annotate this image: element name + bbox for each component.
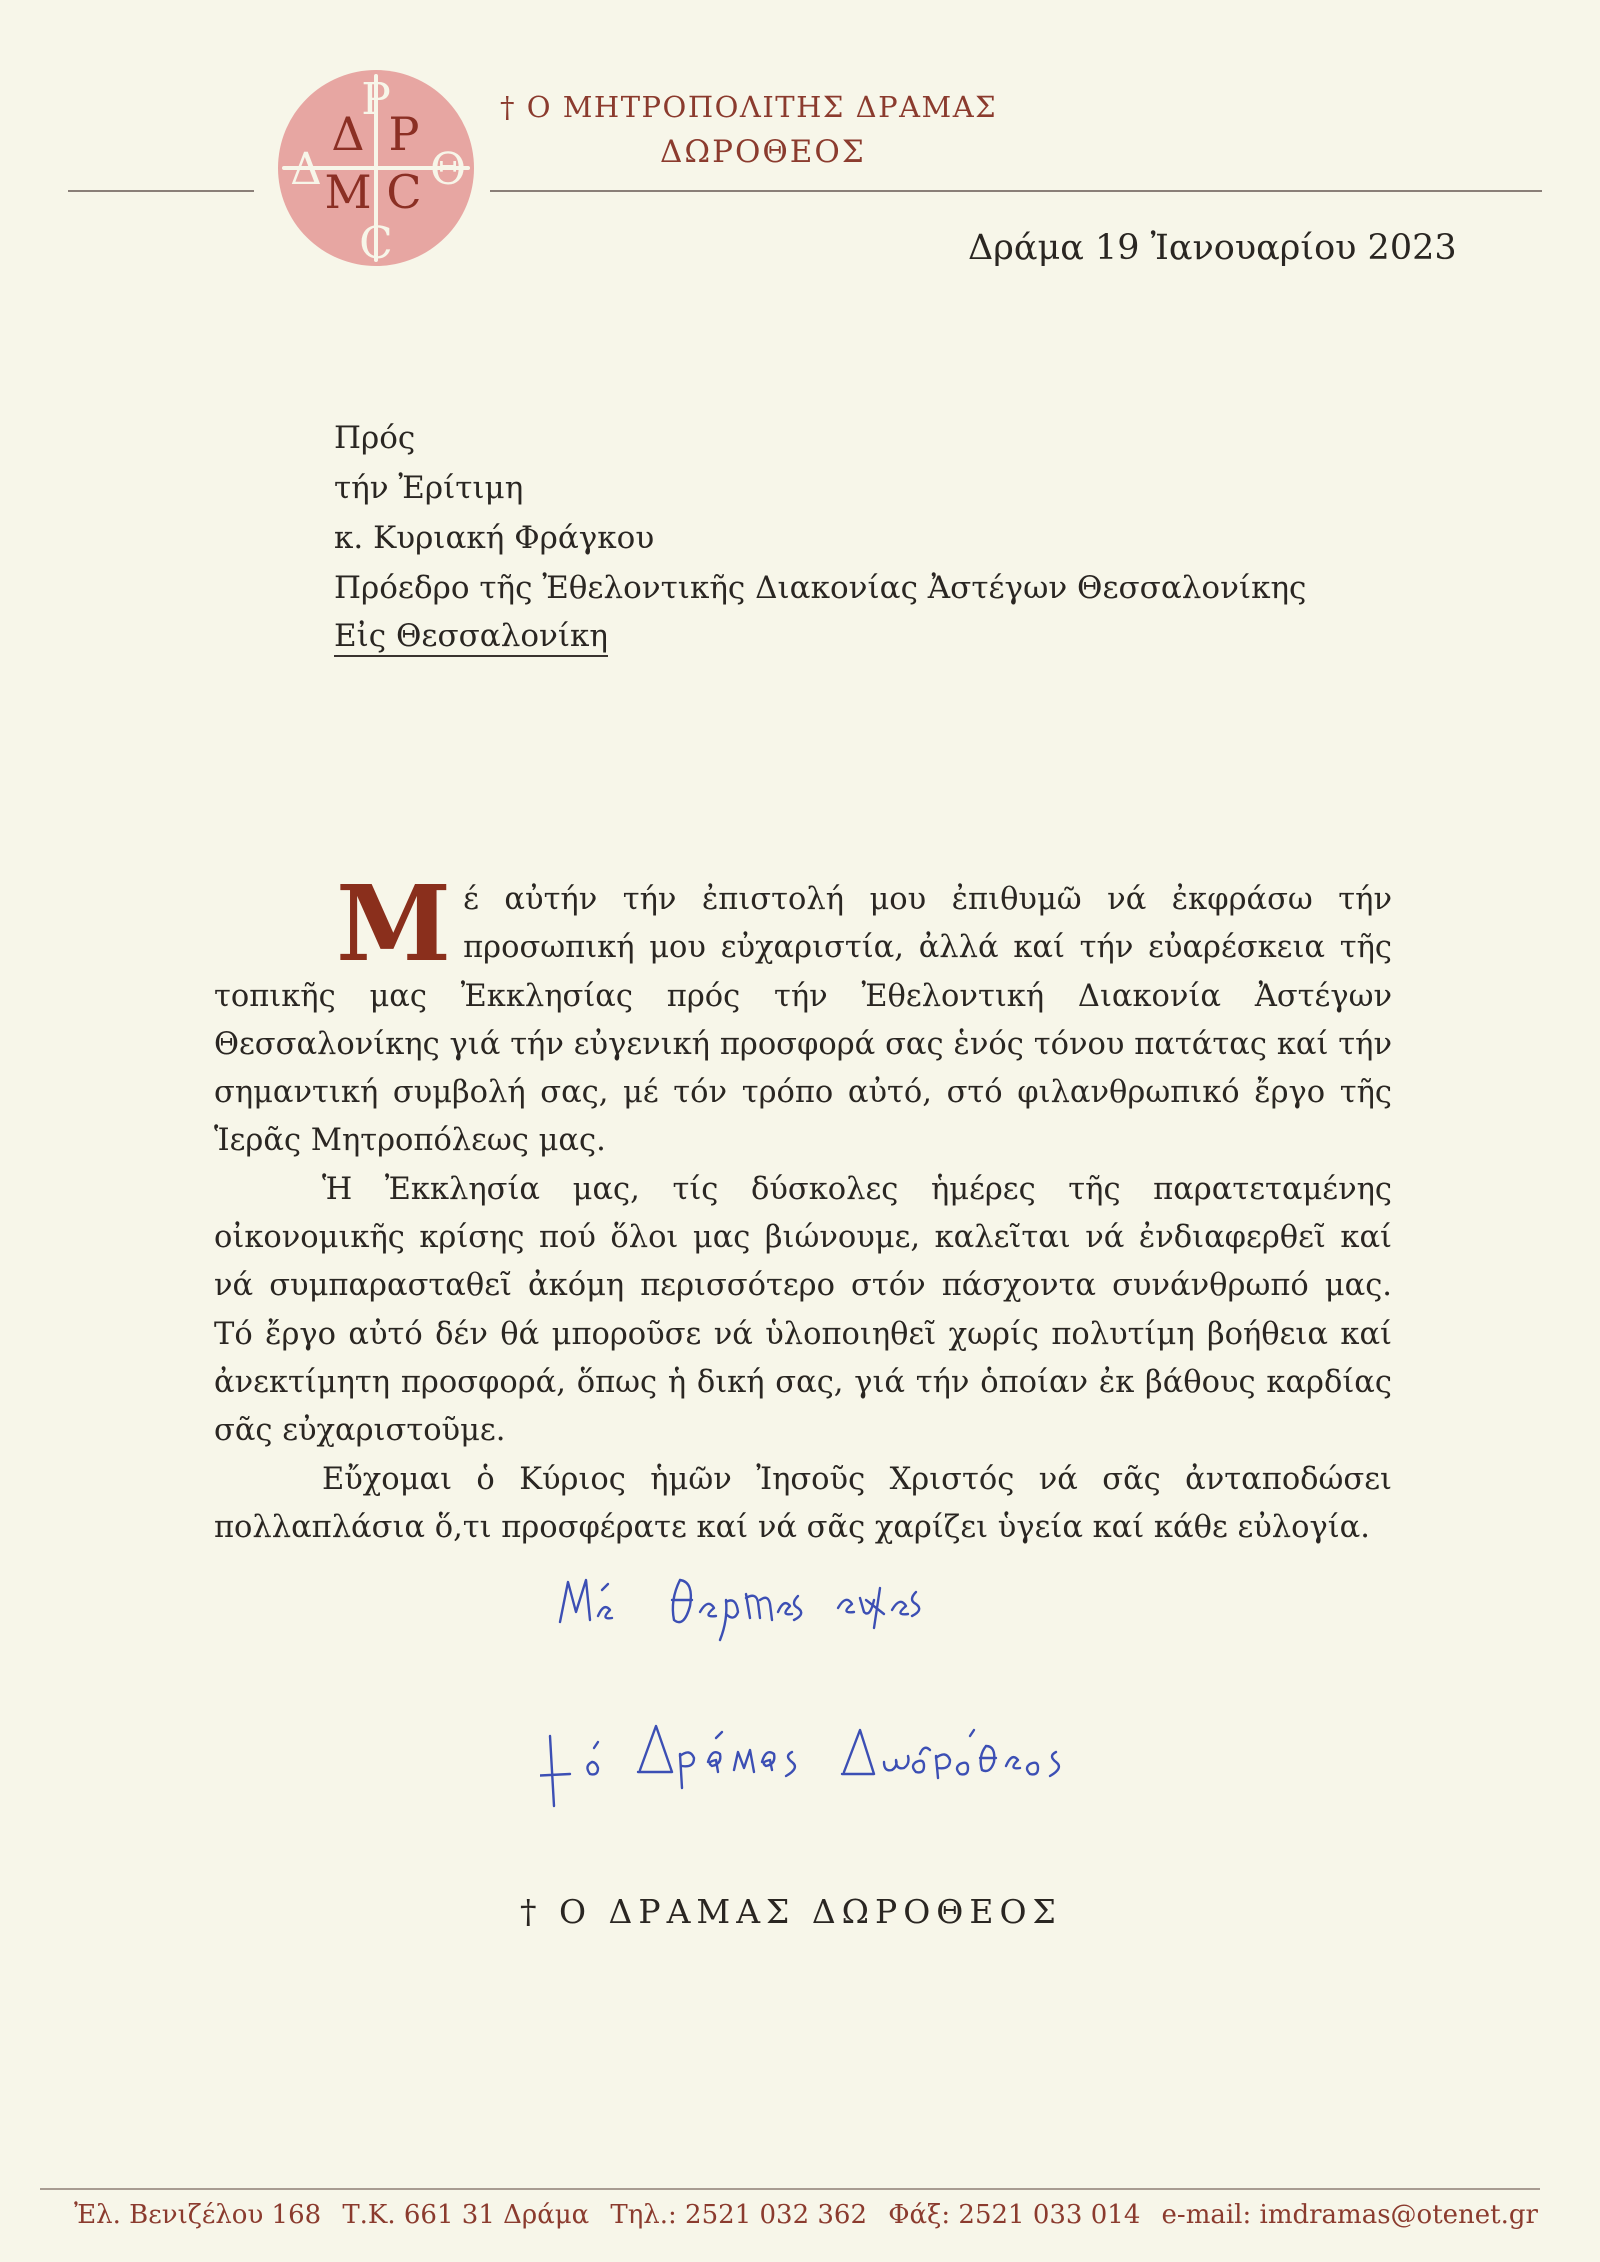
recipient-line-5: Εἰς Θεσσαλονίκη: [334, 618, 608, 657]
paragraph-3: Εὔχομαι ὁ Κύριος ἡμῶν Ἰησοῦς Χριστός νά σᾶς ἀνταποδώσει πολλαπλάσια ὅ,τι προσφέρατε καί νά σᾶς χαρίζει ὑγεία καί κάθε εὐλογία.: [214, 1461, 1392, 1545]
seal-letter-r: Ρ: [388, 107, 420, 161]
header-rule-right: [490, 190, 1542, 192]
footer-email[interactable]: e-mail: imdramas@otenet.gr: [1161, 2200, 1538, 2230]
paragraph-1-text: έ αὐτήν τήν ἐπιστολή μου ἐπιθυμῶ νά ἐκφράσω τήν προσωπική μου εὐχαριστία, ἀλλά καί τήν εὐαρέσκεια τῆς τοπικῆς μας Ἐκκλησίας πρός τήν Ἐθελοντική Διακονία Ἀστέγων Θεσσαλονίκης γιά τήν εὐγενική προσφορά σας ἑνός τόνου πατάτας καί τήν σημαντική συμβολή σας, μέ τόν τρόπο αὐτό, στό φιλανθρωπικό ἔργο τῆς Ἱερᾶς Μητροπόλεως μας.: [214, 882, 1392, 1159]
recipient-line-4: Πρόεδρο τῆς Ἐθελοντικῆς Διακονίας Ἀστέγων Θεσσαλονίκης: [334, 570, 1307, 606]
recipient-line-2: τήν Ἐρίτιμη: [334, 470, 524, 506]
header-title: † Ο ΜΗΤΡΟΠΟΛΙΤΗΣ ΔΡΑΜΑΣ: [500, 90, 998, 124]
seal-letter-s: С: [386, 165, 422, 219]
header-name: ΔΩΡΟΘΕΟΣ: [660, 134, 866, 170]
paragraph-1: [214, 862, 1392, 1166]
metropolis-seal: [276, 68, 476, 268]
footer-postal: Τ.Κ. 661 31 Δράμα: [342, 2200, 590, 2230]
seal-letter-d: Δ: [331, 107, 365, 161]
footer-contact: [74, 2200, 1538, 2230]
header-rule-left: [68, 190, 254, 192]
seal-letter-m: Μ: [324, 165, 372, 219]
letter-body: [214, 862, 1392, 1552]
drop-cap: M: [336, 862, 448, 985]
svg-text:Ρ: Ρ: [361, 74, 391, 125]
footer-phone: Τηλ.: 2521 032 362: [610, 2200, 868, 2230]
footer-fax: Φάξ: 2521 033 014: [888, 2200, 1141, 2230]
handwritten-greeting-and-signature: [540, 1540, 1100, 1810]
svg-text:Δ: Δ: [290, 144, 322, 195]
recipient-line-1: Πρός: [334, 420, 416, 456]
footer-address: Ἐλ. Βενιζέλου 168: [74, 2200, 322, 2230]
svg-text:С: С: [359, 218, 393, 268]
footer-rule: [40, 2188, 1540, 2190]
recipient-line-3: κ. Κυριακή Φράγκου: [334, 520, 655, 556]
svg-text:Θ: Θ: [429, 144, 467, 195]
paragraph-2: Ἡ Ἐκκλησία μας, τίς δύσκολες ἡμέρες τῆς παρατεταμένης οἰκονομικῆς κρίσης πού ὅλοι μας βιώνουμε, καλεῖται νά ἐνδιαφερθεῖ καί νά συμπαρασταθεῖ ἀκόμη περισσότερο στόν πάσχοντα συνάνθρωπό μας. Τό ἔργο αὐτό δέν θά μποροῦσε νά ὑλοποιηθεῖ χωρίς πολυτίμη βοήθεια καί ἀνεκτίμητη προσφορά, ὅπως ἡ δική σας, γιά τήν ὁποίαν ἐκ βάθους καρδίας σᾶς εὐχαριστοῦμε.: [214, 1171, 1392, 1449]
letter-date: Δράμα 19 Ἰανουαρίου 2023: [968, 228, 1457, 268]
printed-signature-name: † Ο ΔΡΑΜΑΣ ΔΩΡΟΘΕΟΣ: [520, 1892, 1062, 1931]
